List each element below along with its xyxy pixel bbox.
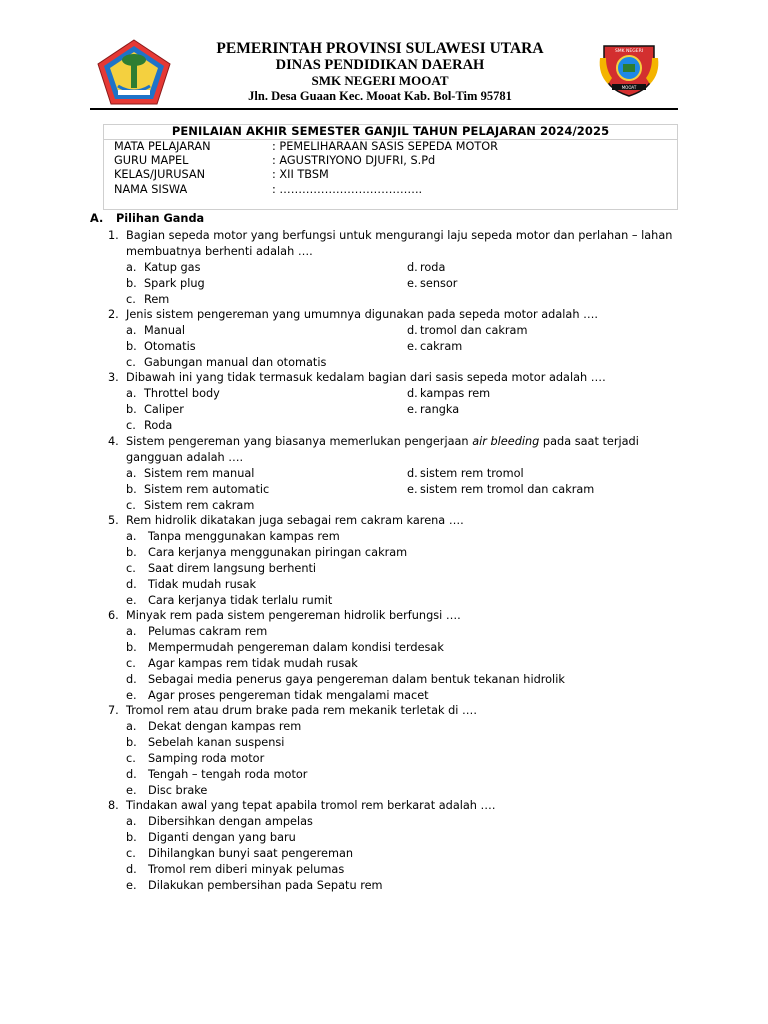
answer-option [407, 276, 687, 292]
option-letter: a. [126, 815, 137, 828]
answer-option [407, 402, 687, 418]
section-title: Pilihan Ganda [116, 212, 205, 225]
question-number: 2. [108, 308, 119, 321]
option-text: Mempermudah pengereman dalam kondisi terdesak [148, 640, 444, 654]
question-text-part: Sistem pengereman yang biasanya memerlukan pengerjaan [126, 435, 473, 448]
option-text: Roda [144, 418, 173, 432]
answer-option [126, 624, 406, 640]
answer-option [126, 783, 406, 799]
answer-option [126, 355, 406, 371]
question-number: 4. [108, 435, 119, 448]
answer-option [126, 862, 406, 878]
option-text: Spark plug [144, 276, 205, 290]
answer-option [126, 672, 565, 688]
header-line-1: PEMERINTAH PROVINSI SULAWESI UTARA [216, 40, 544, 57]
option-letter: c. [126, 656, 136, 670]
option-letter: a. [126, 720, 137, 733]
exam-title: PENILAIAN AKHIR SEMESTER GANJIL TAHUN PELAJARAN 2024/2025 [104, 125, 677, 140]
answer-option [126, 466, 406, 482]
option-letter: e. [126, 593, 137, 607]
answer-option [407, 339, 687, 355]
option-text: Manual [144, 324, 186, 337]
answer-option [126, 339, 406, 355]
option-text: Gabungan manual dan otomatis [144, 355, 327, 369]
option-text: Tanpa menggunakan kampas rem [148, 530, 340, 543]
question [108, 703, 678, 719]
exam-info-box [103, 124, 678, 210]
option-letter: c. [126, 561, 136, 575]
answer-option [407, 466, 687, 482]
option-text: Dihilangkan bunyi saat pengereman [148, 846, 354, 860]
option-letter: b. [126, 276, 137, 290]
option-letter: b. [126, 402, 137, 416]
option-letter: a. [126, 625, 137, 638]
option-letter: e. [407, 276, 418, 290]
province-emblem-icon [96, 38, 172, 106]
option-letter: e. [126, 783, 137, 797]
option-text: cakram [420, 339, 463, 353]
option-text: sistem rem tromol dan cakram [420, 482, 595, 496]
option-letter: d. [407, 261, 418, 274]
option-letter: c. [126, 355, 136, 369]
question-number: 3. [108, 371, 119, 384]
option-text: Sistem rem automatic [144, 482, 270, 496]
option-text: Cara kerjanya tidak terlalu rumit [148, 593, 333, 607]
question-text: Tromol rem atau drum brake pada rem mekanik terletak di …. [126, 704, 477, 717]
header-line-2: DINAS PENDIDIKAN DAERAH [275, 57, 485, 73]
answer-option [126, 767, 406, 783]
option-text: Sistem rem manual [144, 467, 255, 480]
question-text-italic: air bleeding [472, 435, 540, 448]
question [108, 513, 678, 529]
answer-option [126, 498, 406, 514]
option-letter: d. [407, 387, 418, 400]
answer-option [126, 386, 406, 402]
answer-option [126, 719, 406, 735]
question-text: Rem hidrolik dikatakan juga sebagai rem cakram karena …. [126, 514, 464, 527]
option-letter: a. [126, 387, 137, 400]
header-divider [90, 108, 678, 110]
question-text: Tindakan awal yang tepat apabila tromol rem berkarat adalah …. [126, 799, 496, 812]
option-text: Otomatis [144, 339, 196, 353]
answer-option [407, 260, 687, 276]
option-letter: d. [126, 672, 137, 686]
answer-option [126, 323, 406, 339]
header-address: Jln. Desa Guaan Kec. Mooat Kab. Bol-Tim 95781 [248, 89, 512, 103]
answer-option [126, 561, 406, 577]
info-label: GURU MAPEL [114, 154, 189, 167]
info-value: : ……………………………….. [272, 183, 423, 196]
option-text: Dekat dengan kampas rem [148, 720, 302, 733]
option-letter: a. [126, 467, 137, 480]
question [108, 370, 678, 386]
answer-option [126, 260, 406, 276]
option-text: rangka [420, 402, 460, 416]
option-letter: e. [407, 402, 418, 416]
option-text: Caliper [144, 402, 184, 416]
option-letter: d. [126, 577, 137, 591]
option-letter: b. [126, 735, 137, 749]
answer-option [126, 402, 406, 418]
option-text: kampas rem [420, 387, 491, 400]
option-text: Throttel body [144, 387, 220, 400]
option-text: Saat direm langsung berhenti [148, 561, 317, 575]
option-text: Disc brake [148, 783, 208, 797]
question-number: 5. [108, 514, 119, 527]
answer-option [126, 656, 406, 672]
question-number: 1. [108, 229, 119, 242]
school-shield-icon [598, 40, 660, 98]
shield-bottom-label: MOOAT [621, 85, 637, 90]
option-text: sensor [420, 276, 458, 290]
option-letter: a. [126, 261, 137, 274]
option-text: Rem [144, 292, 170, 306]
option-text: Sebagai media penerus gaya pengereman dalam bentuk tekanan hidrolik [148, 672, 565, 686]
option-letter: b. [126, 545, 137, 559]
option-letter: c. [126, 751, 136, 765]
info-label: KELAS/JURUSAN [114, 168, 206, 181]
info-value: : AGUSTRIYONO DJUFRI, S.Pd [272, 154, 436, 167]
option-text: Samping roda motor [148, 751, 265, 765]
option-letter: a. [126, 530, 137, 543]
option-letter: b. [126, 640, 137, 654]
info-label: NAMA SISWA [114, 183, 188, 196]
question [108, 608, 678, 624]
question-text: Bagian sepeda motor yang berfungsi untuk mengurangi laju sepeda motor dan perlahan – lahan membuatnya berhenti adalah …. [126, 229, 673, 258]
answer-option [126, 529, 406, 545]
info-label: MATA PELAJARAN [114, 140, 211, 153]
header-line-3: SMK NEGERI MOOAT [311, 73, 449, 88]
question-text: Dibawah ini yang tidak termasuk kedalam bagian dari sasis sepeda motor adalah …. [126, 371, 606, 384]
option-letter: c. [126, 418, 136, 432]
option-text: Sistem rem cakram [144, 498, 255, 512]
option-letter: b. [126, 482, 137, 496]
option-text: Cara kerjanya menggunakan piringan cakram [148, 545, 408, 559]
answer-option [126, 418, 406, 434]
answer-option [126, 751, 406, 767]
option-text: roda [420, 261, 446, 274]
letterhead [0, 0, 768, 112]
answer-option [126, 688, 429, 704]
answer-option [126, 577, 406, 593]
option-text: Pelumas cakram rem [148, 625, 268, 638]
option-letter: e. [407, 339, 418, 353]
question-text: Jenis sistem pengereman yang umumnya digunakan pada sepeda motor adalah …. [126, 308, 598, 321]
answer-option [126, 292, 406, 308]
option-letter: a. [126, 324, 137, 337]
option-letter: b. [126, 339, 137, 353]
option-text: Sebelah kanan suspensi [148, 735, 285, 749]
option-letter: e. [407, 482, 418, 496]
option-text: Tidak mudah rusak [148, 577, 257, 591]
option-text: Dilakukan pembersihan pada Sepatu rem [148, 878, 383, 892]
answer-option [126, 276, 406, 292]
answer-option [407, 482, 687, 498]
answer-option [407, 323, 687, 339]
option-text: Agar kampas rem tidak mudah rusak [148, 656, 358, 670]
answer-option [126, 735, 406, 751]
option-text: sistem rem tromol [420, 467, 524, 480]
option-text: Agar proses pengereman tidak mengalami macet [148, 688, 429, 702]
answer-option [126, 830, 406, 846]
question-number: 7. [108, 704, 119, 717]
option-letter: c. [126, 846, 136, 860]
question-number: 6. [108, 609, 119, 622]
option-letter: c. [126, 498, 136, 512]
answer-option [126, 482, 406, 498]
question-text: Minyak rem pada sistem pengereman hidrolik berfungsi …. [126, 609, 461, 622]
option-letter: e. [126, 688, 137, 702]
answer-option [126, 545, 406, 561]
option-text: Dibersihkan dengan ampelas [148, 815, 313, 828]
answer-option [407, 386, 687, 402]
option-letter: d. [126, 862, 137, 876]
option-letter: d. [407, 467, 418, 480]
option-letter: e. [126, 878, 137, 892]
option-text: Katup gas [144, 261, 201, 274]
answer-option [126, 593, 406, 609]
info-value: : XII TBSM [272, 168, 329, 181]
answer-option [126, 640, 444, 656]
answer-option [126, 814, 406, 830]
option-letter: d. [407, 324, 418, 337]
answer-option [126, 846, 406, 862]
option-text: tromol dan cakram [420, 324, 528, 337]
shield-top-label: SMK NEGERI [614, 49, 644, 54]
question-text-part: pada saat terjadi gangguan adalah …. [126, 435, 639, 464]
option-letter: c. [126, 292, 136, 306]
question [108, 434, 678, 466]
section-letter: A. [90, 212, 104, 225]
question [108, 228, 678, 260]
question [108, 798, 678, 814]
answer-option [126, 878, 406, 894]
question [108, 307, 678, 323]
option-text: Tengah – tengah roda motor [148, 767, 308, 781]
option-letter: b. [126, 830, 137, 844]
question-text [126, 434, 676, 466]
info-value: : PEMELIHARAAN SASIS SEPEDA MOTOR [272, 140, 499, 153]
option-letter: d. [126, 767, 137, 781]
question-number: 8. [108, 799, 119, 812]
option-text: Tromol rem diberi minyak pelumas [148, 862, 345, 876]
option-text: Diganti dengan yang baru [148, 830, 296, 844]
